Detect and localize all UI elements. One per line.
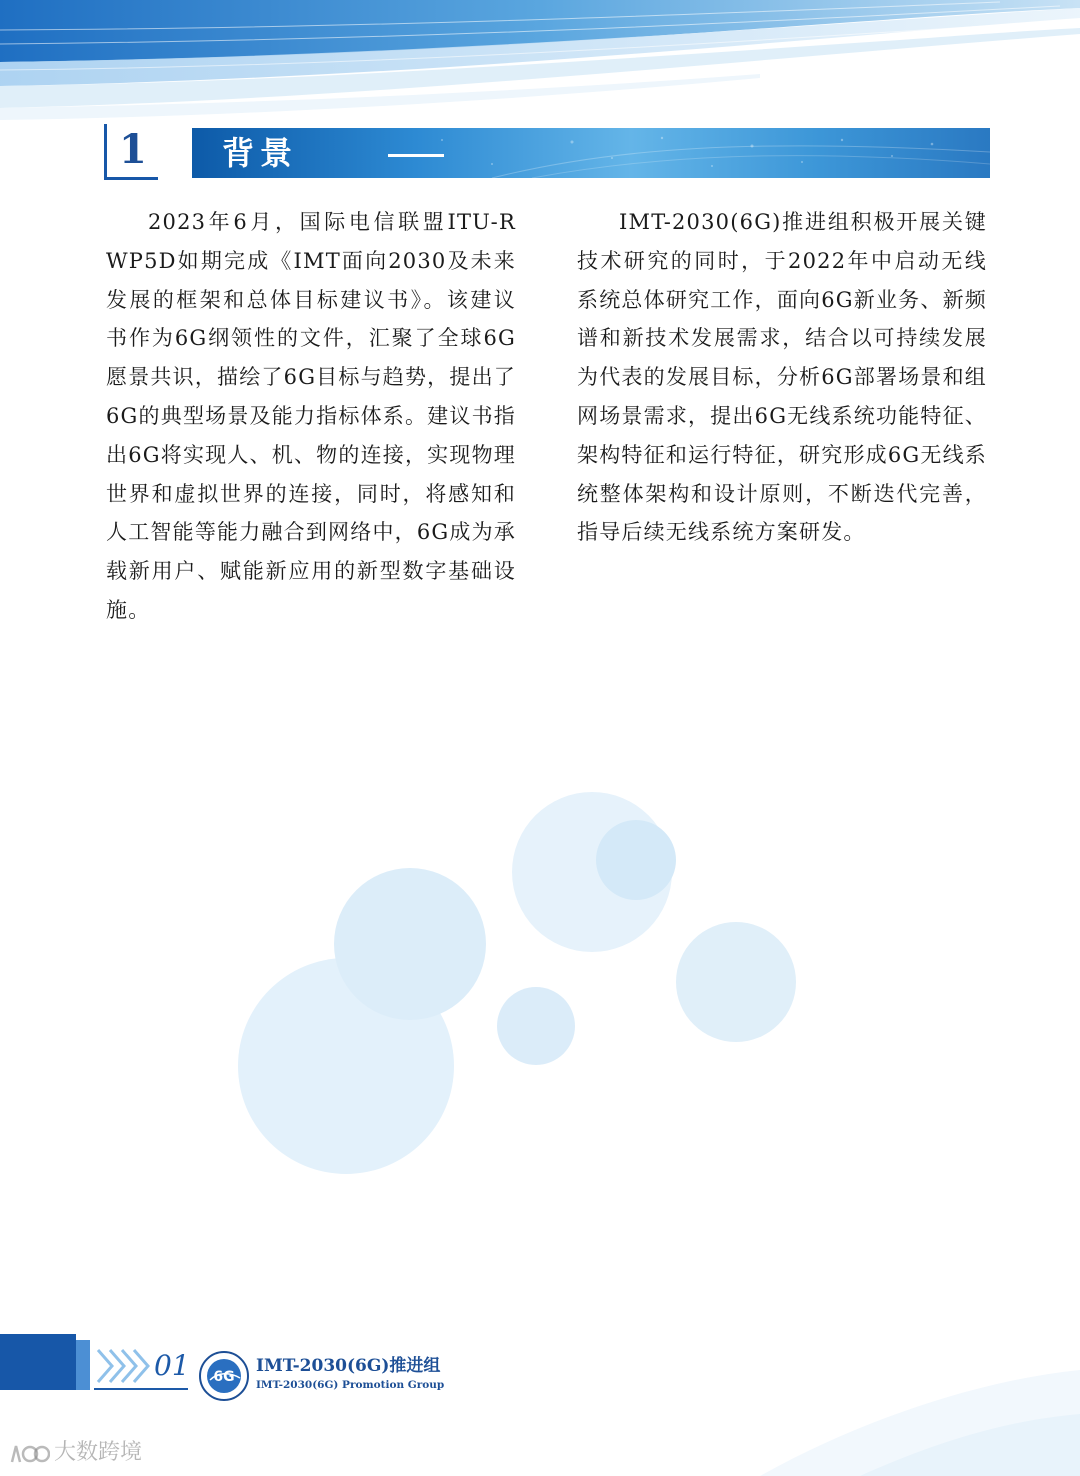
section-title-bar <box>192 128 990 178</box>
section-title-dash <box>388 154 444 157</box>
footer-accent-bar-light <box>76 1340 90 1390</box>
section-number-box <box>104 124 158 180</box>
section-header <box>104 124 990 182</box>
page-number: 01 <box>154 1349 190 1382</box>
header-wave-decoration <box>0 0 1080 130</box>
section-title: 背景 <box>222 134 299 172</box>
chevrons-icon <box>94 1346 154 1386</box>
imt2030-logo-icon <box>198 1350 250 1402</box>
left-paragraph: 2023年6月，国际电信联盟ITU-R WP5D如期完成《IMT面向2030及未来发展的框架和总体目标建议书》。该建议书作为6G纲领性的文件，汇聚了全球6G愿景共识，描绘了6G目标与趋势，提出了6G的典型场景及能力指标体系。建议书指出6G将实现人、机、物的连接，实现物理世界和虚拟世界的连接，同时，将感知和人工智能等能力融合到网络中，6G成为承载新用户、赋能新应用的新型数字基础设施。 <box>106 210 516 622</box>
watermark-text: 大数跨境 <box>54 1440 143 1465</box>
footer <box>0 1334 1080 1476</box>
watermark-logo-icon <box>8 1440 50 1466</box>
page-number-underline <box>94 1388 188 1390</box>
right-paragraph: IMT-2030(6G)推进组积极开展关键技术研究的同时，于2022年中启动无线系统总体研究工作，面向6G新业务、新频谱和新技术发展需求，结合以可持续发展为代表的发展目标，分析6G部署场景和组网场景需求，提出6G无线系统功能特征、架构特征和运行特征，研究形成6G无线系统整体架构和设计原则，不断迭代完善，指导后续无线系统方案研发。 <box>577 210 987 545</box>
bubble-top-inner <box>596 820 676 900</box>
bubble-small <box>497 987 575 1065</box>
bubble-large <box>238 958 454 1174</box>
logo-text: 6G <box>213 1369 235 1385</box>
org-name-english: IMT-2030(6G) Promotion Group <box>256 1379 445 1391</box>
bubble-top <box>512 792 672 952</box>
left-column <box>106 203 516 630</box>
footer-accent-bar <box>0 1334 76 1390</box>
section-bar-texture <box>192 128 990 178</box>
bubble-mid-left <box>334 868 486 1020</box>
section-number: 1 <box>119 126 147 173</box>
right-column <box>577 203 987 552</box>
bubble-right <box>676 922 796 1042</box>
org-name: IMT-2030(6G)推进组 <box>256 1356 441 1376</box>
